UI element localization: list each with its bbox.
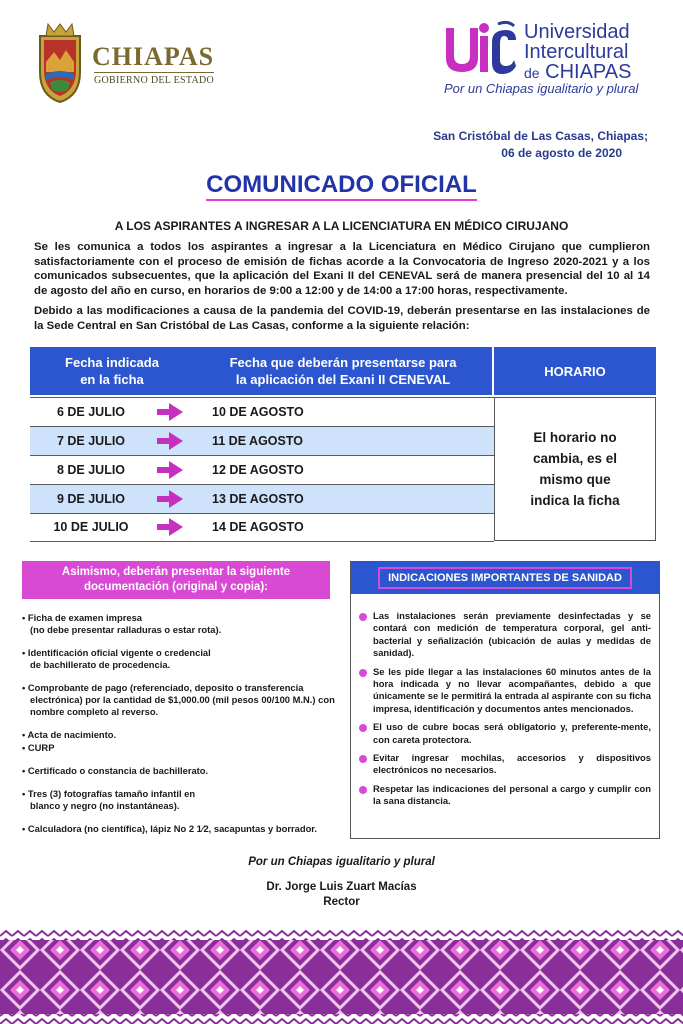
item-main: • Tres (3) fotografías tamaño infantil en — [22, 788, 196, 799]
item-text: Respetar las indicaciones del personal a cargo y cumplir con la sana distancia. — [373, 782, 651, 807]
cell-to: 12 DE AGOSTO — [212, 463, 304, 477]
item-sub: (no debe presentar ralladuras o estar rota). — [30, 624, 222, 635]
page-title-wrap — [0, 171, 683, 199]
arrow-right-icon — [155, 489, 185, 509]
table-row — [30, 427, 494, 455]
list-item — [22, 647, 342, 671]
documents-heading-line-2: documentación (original y copia): — [83, 581, 268, 593]
item-main: • Ficha de examen impresa — [22, 612, 143, 623]
list-item — [22, 788, 342, 812]
signature-block — [0, 880, 683, 910]
subtitle: A LOS ASPIRANTES A INGRESAR A LA LICENCIATURA EN MÉDICO CIRUJANO — [114, 219, 569, 233]
item-sub: electrónica) por la cantidad de $1,000.00 (mil pesos 00/100 M.N.) con nombre completo al reverso. — [30, 694, 335, 717]
horario-cell — [494, 397, 656, 541]
date: 06 de agosto de 2020 — [501, 146, 622, 160]
list-item — [22, 682, 342, 718]
bullet-dot-icon — [359, 669, 367, 677]
cell-to: 11 DE AGOSTO — [212, 434, 304, 448]
bullet-dot-icon — [359, 724, 367, 732]
unich-logo-icon — [444, 20, 518, 80]
cell-from: 6 DE JULIO — [56, 405, 126, 419]
documents-heading — [22, 561, 330, 599]
university-line-2: Intercultural — [524, 41, 629, 63]
list-item — [22, 612, 342, 636]
horario-line-3: mismo que — [539, 472, 611, 487]
horario-line-4: indica la ficha — [530, 493, 620, 508]
cell-from: 10 DE JULIO — [53, 520, 129, 534]
page-title: COMUNICADO OFICIAL — [206, 171, 477, 201]
university-slogan: Por un Chiapas igualitario y plural — [444, 81, 639, 96]
table-row — [30, 456, 494, 484]
place: San Cristóbal de Las Casas, Chiapas; — [433, 129, 648, 143]
item-main: • Identificación oficial vigente o credencial — [22, 647, 211, 658]
item-text: Evitar ingresar mochilas, accesorios y dispositivos electrónicos no necesarios. — [373, 752, 651, 776]
th2-line2: la aplicación del Exani II CENEVAL — [235, 372, 451, 387]
table-header-horario: HORARIO — [494, 347, 656, 395]
sanidad-heading: INDICACIONES IMPORTANTES DE SANIDAD — [378, 567, 632, 589]
university-chiapas: CHIAPAS — [545, 61, 632, 83]
item-main: • Certificado o constancia de bachillerato. — [22, 765, 209, 776]
th1-line2: en la ficha — [80, 372, 144, 387]
table-row — [30, 513, 494, 541]
table-row — [30, 398, 494, 426]
cell-to: 14 DE AGOSTO — [212, 520, 304, 534]
list-item — [359, 666, 651, 716]
state-subtitle: GOBIERNO DEL ESTADO — [94, 72, 214, 86]
list-item — [359, 721, 651, 746]
item-text: Las instalaciones serán previamente desinfectadas y se contará con medición de temperatura corporal, gel anti-bacterial y señalización (ubicación de aulas y medidas de sanidad). — [373, 610, 651, 659]
university-name — [524, 22, 631, 83]
th2-line1: Fecha que deberán presentarse para — [229, 355, 457, 370]
sanidad-box — [350, 561, 660, 839]
bullet-dot-icon — [359, 755, 367, 763]
documents-list — [22, 612, 342, 846]
state-name: CHIAPAS — [92, 42, 215, 71]
item-main: • Calculadora (no científica), lápiz No 2 1⁄2, sacapuntas y borrador. — [22, 823, 318, 834]
list-item — [359, 610, 651, 660]
textile-band-pattern — [0, 930, 683, 1024]
signer-role: Rector — [323, 896, 360, 908]
cell-to: 10 DE AGOSTO — [212, 405, 304, 419]
paragraph-2: Debido a las modificaciones a causa de la pandemia del COVID-19, deberán presentarse en las instalaciones de la Sede Central en San Cristóbal de Las Casas, conforme a la siguiente relación: — [34, 305, 650, 332]
cell-from: 9 DE JULIO — [56, 492, 126, 506]
signer-name: Dr. Jorge Luis Zuart Macías — [266, 881, 417, 893]
chiapas-shield-icon — [34, 22, 86, 104]
item-main: • Comprobante de pago (referenciado, deposito o transferencia — [22, 682, 304, 693]
item-main: • CURP — [22, 742, 55, 753]
list-item — [359, 752, 651, 777]
sanidad-list — [359, 610, 651, 814]
horario-line-1: El horario no — [533, 430, 617, 445]
list-item — [22, 729, 342, 741]
item-sub: de bachillerato de procedencia. — [30, 659, 171, 670]
dates-table — [30, 347, 656, 541]
item-main: • Acta de nacimiento. — [22, 729, 117, 740]
cell-from: 7 DE JULIO — [56, 434, 126, 448]
table-header-fecha-indicada — [30, 347, 194, 395]
th1-line1: Fecha indicada — [65, 355, 159, 370]
paragraph-1: Se les comunica a todos los aspirantes a ingresar a la Licenciatura en Médico Cirujano que cumplieron satisfactoriamente con el proceso de emisión de fichas acorde a la Convocatoria de Ingreso 2020-2021 y a los comunicados subsecuentes, que la aplicación del Exani II del CENEVAL será de manera presencial del 10 al 14 de agosto del año en curso, en horarios de 9:00 a 12:00 y de 14:00 a 17:00 horas, respectivamente. — [34, 241, 650, 297]
arrow-right-icon — [155, 517, 185, 537]
university-line-3 — [524, 62, 631, 83]
item-text: Se les pide llegar a las instalaciones 60 minutos antes de la hora indicada y no llevar acompañantes, debido a que únicamente se le permitirá la entrada al aspirante con su ficha impresa, identificación y documentos antes mencionados. — [373, 665, 651, 714]
cell-to: 13 DE AGOSTO — [212, 492, 304, 506]
table-row — [30, 485, 494, 513]
arrow-right-icon — [155, 431, 185, 451]
arrow-right-icon — [155, 402, 185, 422]
cell-from: 8 DE JULIO — [56, 463, 126, 477]
bullet-dot-icon — [359, 786, 367, 794]
table-header-fecha-presentarse — [194, 347, 492, 395]
list-item — [22, 742, 342, 754]
footer-slogan: Por un Chiapas igualitario y plural — [248, 856, 435, 868]
item-text: El uso de cubre bocas será obligatorio y, preferente-mente, con careta protectora. — [373, 721, 651, 745]
horario-line-2: cambia, es el — [532, 451, 618, 466]
arrow-right-icon — [155, 460, 185, 480]
place-date — [433, 128, 648, 162]
item-sub: blanco y negro (no instantáneas). — [30, 800, 180, 811]
sanidad-heading-bar — [351, 562, 659, 594]
list-item — [359, 783, 651, 808]
bullet-dot-icon — [359, 613, 367, 621]
list-item — [22, 765, 342, 777]
documents-heading-line-1: Asimismo, deberán presentar la siguiente — [61, 566, 291, 578]
university-de: de — [524, 65, 540, 81]
list-item — [22, 823, 342, 835]
row-divider — [30, 541, 494, 542]
university-line-1: Universidad — [524, 21, 630, 43]
